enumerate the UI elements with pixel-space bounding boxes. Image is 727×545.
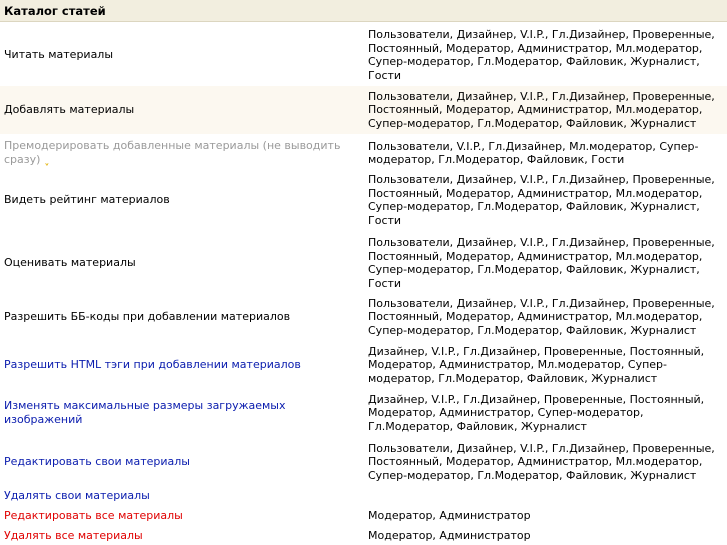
permission-label: Разрешить HTML тэги при добавлении материалов	[4, 358, 301, 371]
permission-label: Разрешить ББ-коды при добавлении материалов	[4, 310, 291, 323]
permission-label: Изменять максимальные размеры загружаемых изображений	[4, 399, 286, 426]
groups-text: Пользователи, V.I.P., Гл.Дизайнер, Мл.модератор, Супер-модератор, Гл.Модератор, Файловик, Гости	[368, 139, 699, 166]
groups-text: Пользователи, Дизайнер, V.I.P., Гл.Дизайнер, Проверенные, Постоянный, Модератор, Администратор, Мл.модератор, Супер-модератор, Гл.Модератор, Файловик, Журналист, Гости	[368, 173, 715, 227]
permission-groups	[368, 86, 723, 134]
permission-groups	[368, 390, 723, 436]
permission-row	[0, 294, 727, 340]
permission-label: Добавлять материалы	[4, 103, 135, 116]
hint-icon: ˬ	[44, 155, 50, 166]
section-header	[0, 0, 727, 22]
permission-row	[0, 390, 727, 436]
permission-row	[0, 527, 727, 545]
permission-label: Читать материалы	[4, 48, 114, 61]
groups-text: Пользователи, Дизайнер, V.I.P., Гл.Дизайнер, Проверенные, Постоянный, Модератор, Администратор, Мл.модератор, Супер-модератор, Гл.Модератор, Файловик, Журналист, Гости	[368, 236, 715, 290]
permission-name[interactable]	[4, 233, 364, 293]
permission-name[interactable]	[4, 86, 364, 134]
permission-label: Оценивать материалы	[4, 256, 136, 269]
groups-text: Модератор, Администратор	[368, 529, 531, 543]
permission-row	[0, 507, 727, 525]
groups-text: Пользователи, Дизайнер, V.I.P., Гл.Дизайнер, Проверенные, Постоянный, Модератор, Администратор, Мл.модератор, Супер-модератор, Гл.Модератор, Файловик, Журналист, Гости	[368, 28, 715, 82]
permission-name[interactable]	[4, 136, 364, 170]
permission-label: Видеть рейтинг материалов	[4, 193, 170, 206]
permission-label: Редактировать свои материалы	[4, 455, 190, 468]
permission-name[interactable]	[4, 390, 364, 436]
permission-name[interactable]	[4, 342, 364, 388]
permission-row	[0, 171, 727, 229]
permission-label: Удалять все материалы	[4, 529, 143, 542]
permission-row	[0, 438, 727, 486]
permission-groups	[368, 507, 723, 525]
permission-name[interactable]	[4, 171, 364, 229]
groups-text: Пользователи, Дизайнер, V.I.P., Гл.Дизайнер, Проверенные, Постоянный, Модератор, Администратор, Мл.модератор, Супер-модератор, Гл.Модератор, Файловик, Журналист	[368, 296, 715, 337]
permission-row	[0, 233, 727, 293]
permission-label: Удалять свои материалы	[4, 489, 150, 502]
permission-groups	[368, 25, 723, 85]
permission-groups	[368, 233, 723, 293]
groups-text: Пользователи, Дизайнер, V.I.P., Гл.Дизайнер, Проверенные, Постоянный, Модератор, Администратор, Мл.модератор, Супер-модератор, Гл.Модератор, Файловик, Журналист	[368, 89, 715, 130]
permission-name[interactable]	[4, 527, 364, 545]
permission-row	[0, 487, 727, 505]
section-title: Каталог статей	[4, 4, 106, 18]
groups-text: Модератор, Администратор	[368, 509, 531, 523]
groups-text: Дизайнер, V.I.P., Гл.Дизайнер, Проверенные, Постоянный, Модератор, Администратор, Мл.модератор, Супер-модератор, Гл.Модератор, Файловик, Журналист	[368, 344, 705, 385]
groups-text: Дизайнер, V.I.P., Гл.Дизайнер, Проверенные, Постоянный, Модератор, Администратор, Супер-модератор, Гл.Модератор, Файловик, Журналист	[368, 392, 705, 433]
permission-row	[0, 136, 727, 170]
permission-name[interactable]	[4, 487, 364, 505]
permission-name[interactable]	[4, 438, 364, 486]
permission-groups	[368, 294, 723, 340]
permission-row	[0, 86, 727, 134]
permission-groups	[368, 342, 723, 388]
permission-groups	[368, 527, 723, 545]
permission-groups	[368, 171, 723, 229]
permission-row	[0, 342, 727, 388]
permission-name[interactable]	[4, 507, 364, 525]
permission-name[interactable]	[4, 25, 364, 85]
permission-name[interactable]	[4, 294, 364, 340]
permission-label: Редактировать все материалы	[4, 509, 183, 522]
permission-row	[0, 25, 727, 85]
permission-groups	[368, 438, 723, 486]
permission-groups	[368, 487, 723, 505]
groups-text: Пользователи, Дизайнер, V.I.P., Гл.Дизайнер, Проверенные, Постоянный, Модератор, Администратор, Мл.модератор, Супер-модератор, Гл.Модератор, Файловик, Журналист	[368, 441, 715, 482]
permission-label: Премодерировать добавленные материалы (не выводить сразу)	[4, 139, 341, 166]
permission-groups	[368, 136, 723, 170]
